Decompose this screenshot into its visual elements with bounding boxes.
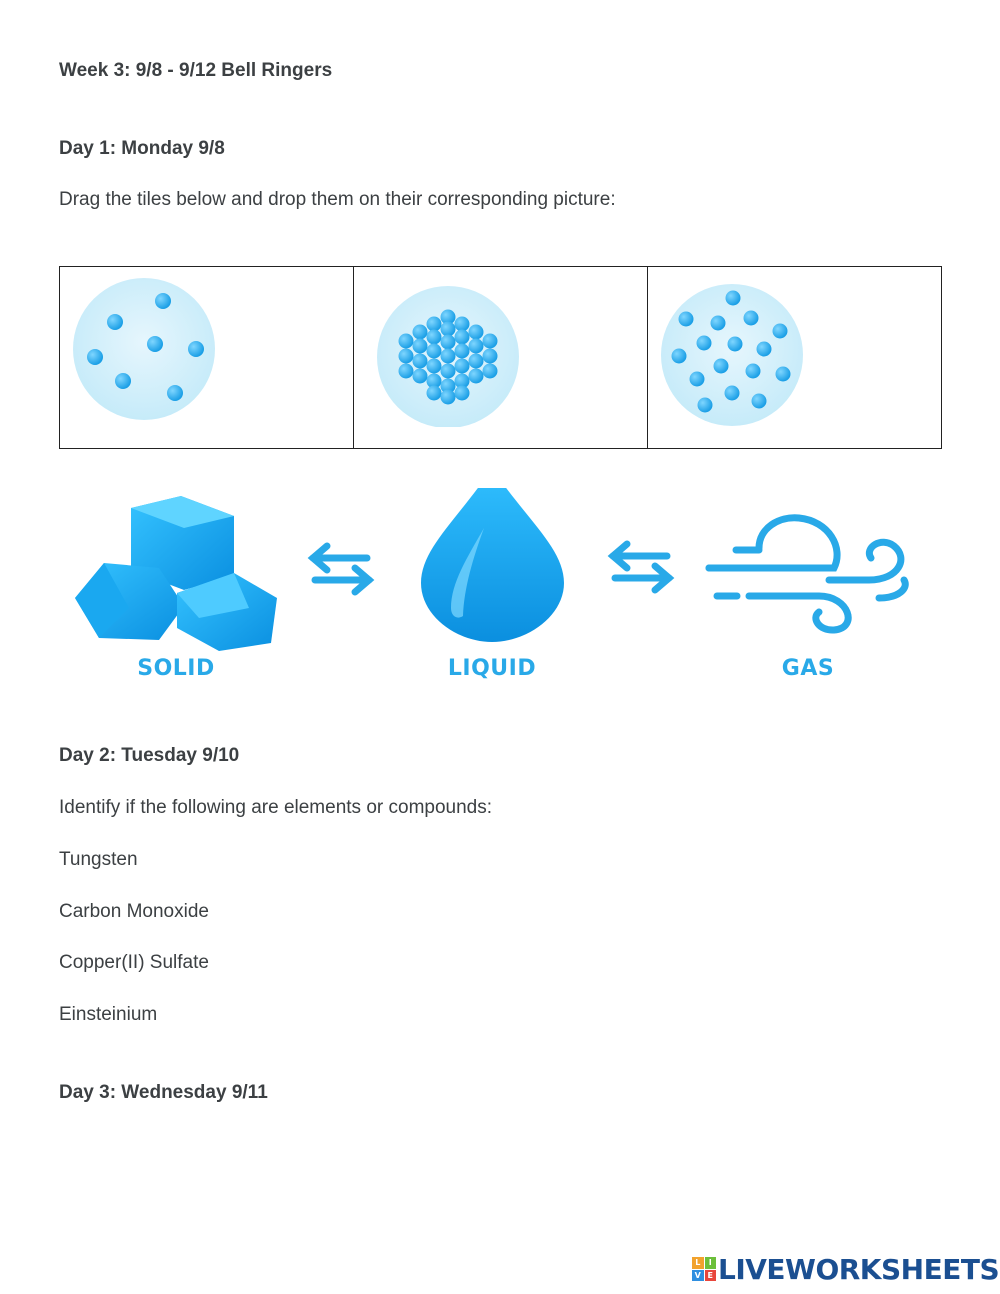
drop-zone-2[interactable] [354, 267, 648, 448]
liquid-particles-diagram [659, 277, 809, 427]
states-of-matter-illustration [59, 488, 942, 688]
water-drop-icon [421, 488, 564, 642]
day2-item-carbon-monoxide: Carbon Monoxide [59, 901, 209, 922]
day1-instruction: Drag the tiles below and drop them on their corresponding picture: [59, 189, 616, 210]
day2-instruction: Identify if the following are elements or compounds: [59, 797, 493, 818]
solid-label: SOLID [137, 656, 215, 681]
liveworksheets-logo-icon: L I V E [692, 1257, 716, 1281]
liveworksheets-brand[interactable] [692, 1252, 999, 1286]
day2-item-tungsten: Tungsten [59, 849, 138, 870]
day2-item-einsteinium: Einsteinium [59, 1004, 158, 1025]
drop-zone-table [59, 266, 942, 449]
day2-heading: Day 2: Tuesday 9/10 [59, 745, 240, 766]
gas-particles-diagram [72, 277, 222, 427]
wind-gas-icon [709, 518, 905, 630]
transition-arrows-icon-2 [613, 544, 669, 590]
drop-zone-1[interactable] [60, 267, 354, 448]
day3-heading: Day 3: Wednesday 9/11 [59, 1082, 268, 1103]
worksheet-title: Week 3: 9/8 - 9/12 Bell Ringers [59, 60, 333, 81]
day2-item-copper-sulfate: Copper(II) Sulfate [59, 952, 209, 973]
gas-label: GAS [781, 656, 835, 681]
drop-zone-3[interactable] [648, 267, 941, 448]
states-of-matter-graphic [59, 488, 942, 658]
solid-particles-diagram [374, 277, 524, 427]
transition-arrows-icon-1 [313, 546, 369, 592]
liveworksheets-wordmark: LIVEWORKSHEETS [718, 1252, 1000, 1286]
liquid-label: LIQUID [447, 656, 537, 681]
day1-heading: Day 1: Monday 9/8 [59, 138, 225, 159]
ice-cubes-icon [75, 496, 277, 651]
